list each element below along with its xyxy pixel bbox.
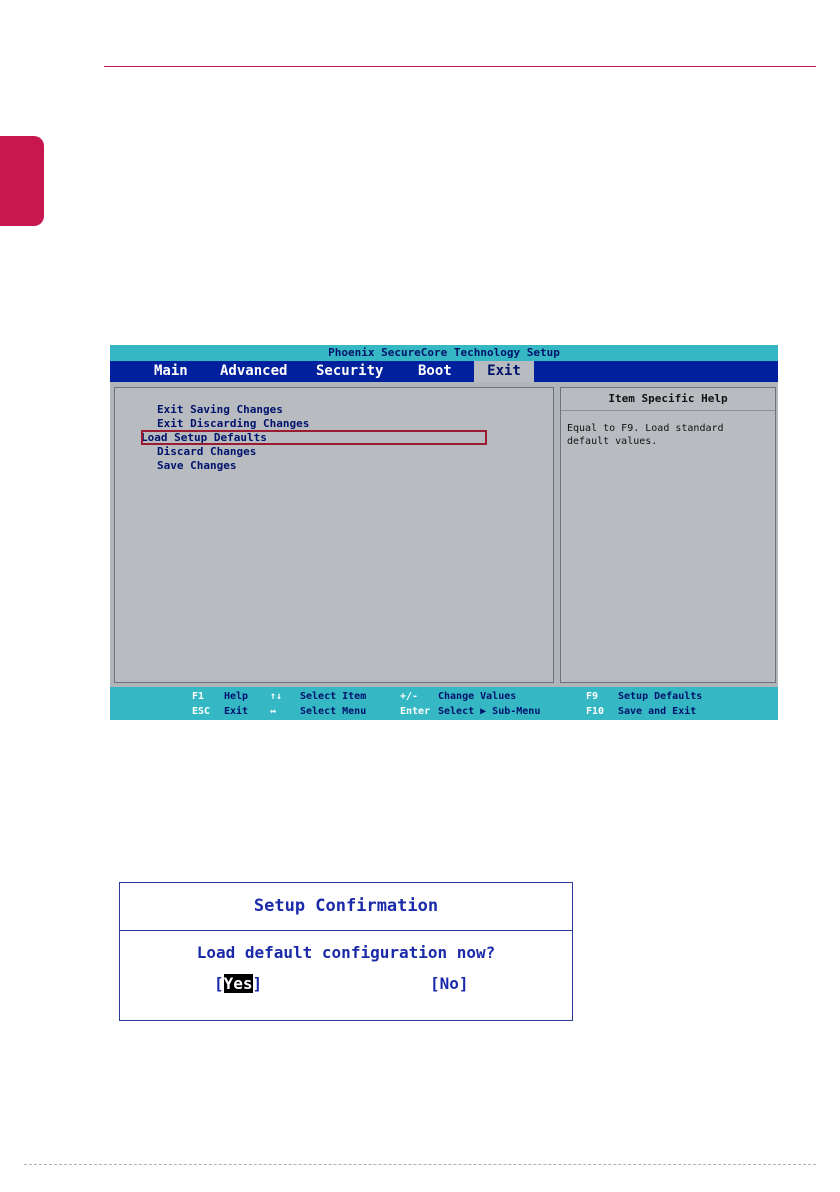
chapter-side-tab bbox=[0, 136, 44, 226]
key-up-down: ↑↓ bbox=[270, 691, 283, 702]
key-up-down-desc: Select Item bbox=[300, 691, 367, 702]
key-f9: F9 bbox=[586, 691, 599, 702]
key-left-right-desc: Select Menu bbox=[300, 706, 367, 717]
key-enter-desc: Select ▶ Sub-Menu bbox=[438, 706, 541, 717]
menu-tab-security[interactable]: Security bbox=[316, 363, 384, 379]
help-title: Item Specific Help bbox=[561, 388, 775, 411]
key-f9-desc: Setup Defaults bbox=[618, 691, 703, 702]
footer-divider bbox=[24, 1164, 816, 1165]
key-plus-minus-desc: Change Values bbox=[438, 691, 517, 702]
bios-key-legend bbox=[110, 687, 778, 720]
discard-changes-item[interactable]: Discard Changes bbox=[157, 445, 257, 458]
bios-title-bar: Phoenix SecureCore Technology Setup bbox=[110, 345, 778, 361]
yes-button-label: Yes bbox=[223, 974, 253, 993]
exit-saving-changes-item[interactable]: Exit Saving Changes bbox=[157, 403, 283, 416]
no-button-label: No bbox=[439, 974, 459, 993]
key-plus-minus: +/- bbox=[400, 691, 419, 702]
save-changes-item[interactable]: Save Changes bbox=[157, 459, 237, 472]
selection-highlight-box bbox=[141, 430, 487, 445]
bios-setup-screen bbox=[110, 345, 778, 720]
key-enter: Enter bbox=[400, 706, 431, 717]
key-f1: F1 bbox=[192, 691, 205, 702]
key-f10: F10 bbox=[586, 706, 605, 717]
item-help-panel bbox=[560, 387, 776, 683]
exit-discarding-changes-item[interactable]: Exit Discarding Changes bbox=[157, 417, 310, 430]
header-divider bbox=[104, 66, 816, 67]
no-button[interactable]: [No] bbox=[430, 974, 469, 993]
key-left-right: ↔ bbox=[270, 706, 277, 717]
menu-tab-main[interactable]: Main bbox=[154, 363, 188, 379]
dialog-title: Setup Confirmation bbox=[120, 883, 572, 931]
bios-menu-bar bbox=[110, 361, 778, 382]
menu-tab-advanced[interactable]: Advanced bbox=[220, 363, 288, 379]
key-esc: ESC bbox=[192, 706, 211, 717]
load-setup-defaults-item[interactable]: Load Setup Defaults bbox=[141, 431, 267, 444]
help-text: Equal to F9. Load standard default values. bbox=[567, 423, 724, 447]
menu-tab-boot[interactable]: Boot bbox=[418, 363, 452, 379]
exit-options-panel bbox=[114, 387, 554, 683]
key-esc-desc: Exit bbox=[224, 706, 249, 717]
key-f1-desc: Help bbox=[224, 691, 249, 702]
yes-button[interactable]: [Yes] bbox=[214, 974, 263, 993]
setup-confirmation-dialog bbox=[119, 882, 573, 1021]
menu-tab-exit[interactable]: Exit bbox=[474, 361, 534, 382]
key-f10-desc: Save and Exit bbox=[618, 706, 697, 717]
dialog-question: Load default configuration now? bbox=[196, 943, 496, 962]
